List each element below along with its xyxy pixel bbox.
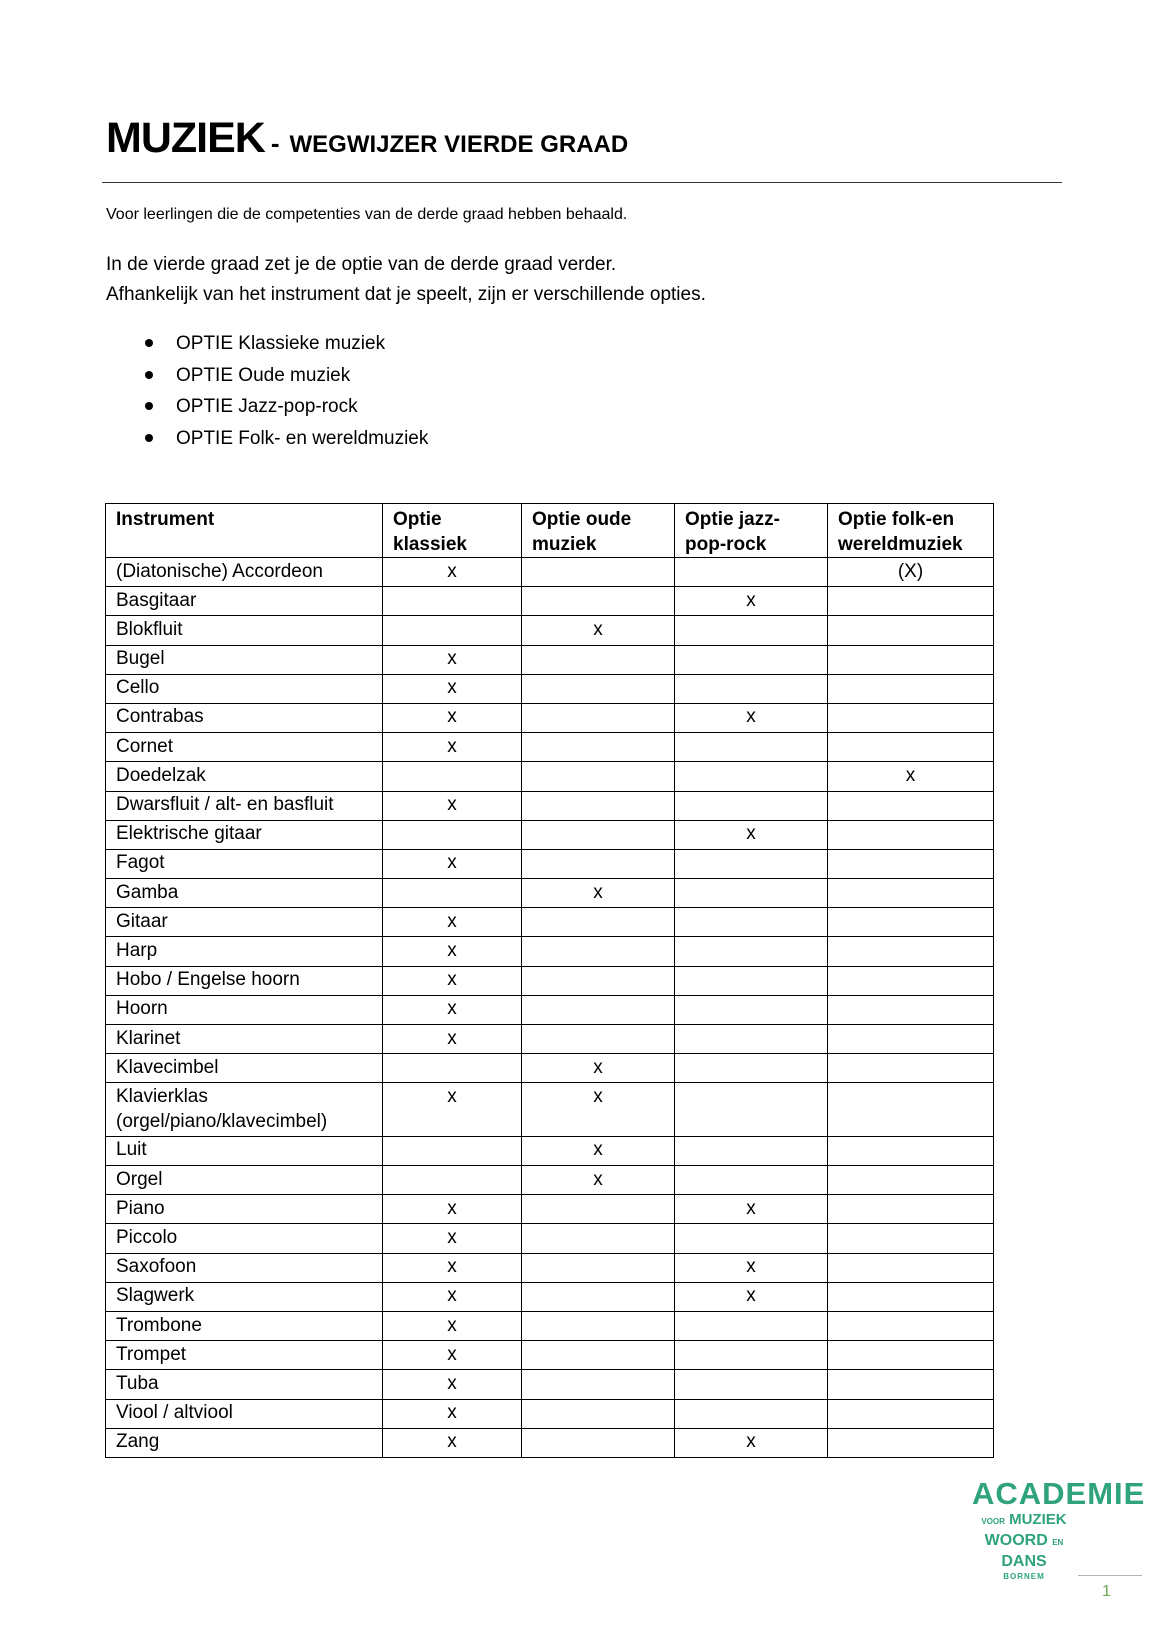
option-mark-cell <box>675 879 828 908</box>
option-mark-cell <box>522 1399 675 1428</box>
option-mark-cell <box>522 966 675 995</box>
option-mark-cell <box>522 1025 675 1054</box>
option-mark-cell <box>675 1136 828 1165</box>
instrument-cell: Orgel <box>106 1166 383 1195</box>
title-dash: - <box>270 128 280 158</box>
option-mark-cell <box>828 1166 994 1195</box>
instrument-cell: Harp <box>106 937 383 966</box>
option-mark-cell: x <box>383 1083 522 1137</box>
instrument-cell: Trombone <box>106 1312 383 1341</box>
instrument-cell: Gitaar <box>106 908 383 937</box>
option-mark-cell <box>828 966 994 995</box>
logo-line-woord-dans <box>972 1531 1076 1571</box>
instrument-cell: Tuba <box>106 1370 383 1399</box>
table-row <box>106 1428 994 1457</box>
column-header-instrument: Instrument <box>106 504 383 558</box>
option-mark-cell: (X) <box>828 558 994 587</box>
instrument-cell: Piccolo <box>106 1224 383 1253</box>
option-mark-cell <box>828 587 994 616</box>
instrument-cell: Klarinet <box>106 1025 383 1054</box>
table-row <box>106 1253 994 1282</box>
option-mark-cell <box>675 733 828 762</box>
option-mark-cell: x <box>383 674 522 703</box>
column-header-jazz-pop-rock: Optie jazz-pop-rock <box>675 504 828 558</box>
instrument-cell: (Diatonische) Accordeon <box>106 558 383 587</box>
table-row <box>106 733 994 762</box>
bullet-icon <box>145 434 153 442</box>
option-mark-cell: x <box>383 1399 522 1428</box>
option-mark-cell <box>828 820 994 849</box>
instrument-cell: Slagwerk <box>106 1282 383 1311</box>
logo-academie: ACADEMIE <box>972 1476 1146 1511</box>
option-mark-cell: x <box>383 1370 522 1399</box>
option-mark-cell <box>675 937 828 966</box>
option-mark-cell <box>522 703 675 732</box>
logo-muziek: MUZIEK <box>1009 1511 1067 1528</box>
instrument-cell: Contrabas <box>106 703 383 732</box>
option-mark-cell: x <box>383 791 522 820</box>
option-mark-cell <box>675 908 828 937</box>
option-mark-cell <box>828 1083 994 1137</box>
column-header-folk-wereldmuziek: Optie folk-en wereldmuziek <box>828 504 994 558</box>
option-item <box>145 328 428 360</box>
option-mark-cell: x <box>383 908 522 937</box>
option-mark-cell <box>522 1282 675 1311</box>
option-mark-cell: x <box>522 616 675 645</box>
instrument-cell: Elektrische gitaar <box>106 820 383 849</box>
option-mark-cell: x <box>522 1136 675 1165</box>
table-row <box>106 966 994 995</box>
instrument-cell: Trompet <box>106 1341 383 1370</box>
table-row <box>106 1083 994 1137</box>
instrument-cell: Hoorn <box>106 995 383 1024</box>
table-row <box>106 908 994 937</box>
option-mark-cell <box>675 1054 828 1083</box>
option-mark-cell: x <box>383 1253 522 1282</box>
option-mark-cell <box>675 1370 828 1399</box>
option-mark-cell: x <box>383 703 522 732</box>
option-mark-cell: x <box>383 995 522 1024</box>
option-mark-cell: x <box>383 1224 522 1253</box>
option-mark-cell <box>383 762 522 791</box>
option-mark-cell: x <box>383 1282 522 1311</box>
option-mark-cell <box>675 616 828 645</box>
option-mark-cell <box>828 1195 994 1224</box>
table-header-row <box>106 504 994 558</box>
table-row <box>106 820 994 849</box>
option-mark-cell <box>383 1054 522 1083</box>
option-mark-cell <box>383 587 522 616</box>
academie-logo <box>972 1476 1146 1582</box>
table-row <box>106 1166 994 1195</box>
option-mark-cell <box>522 1341 675 1370</box>
table-row <box>106 645 994 674</box>
table-row <box>106 1136 994 1165</box>
paragraph-line: In de vierde graad zet je de optie van de derde graad verder. <box>106 254 617 275</box>
option-mark-cell: x <box>383 849 522 878</box>
option-mark-cell <box>828 1312 994 1341</box>
option-mark-cell: x <box>383 1195 522 1224</box>
table-row <box>106 1370 994 1399</box>
option-mark-cell <box>522 1312 675 1341</box>
option-mark-cell <box>522 1195 675 1224</box>
option-mark-cell <box>522 1370 675 1399</box>
option-mark-cell <box>383 1136 522 1165</box>
instrument-cell: Doedelzak <box>106 762 383 791</box>
table-row <box>106 791 994 820</box>
table-row <box>106 1341 994 1370</box>
option-mark-cell <box>675 645 828 674</box>
option-mark-cell <box>522 849 675 878</box>
logo-line-muziek <box>972 1511 1076 1531</box>
option-mark-cell <box>675 1341 828 1370</box>
table-row <box>106 1025 994 1054</box>
option-item <box>145 360 428 392</box>
option-mark-cell <box>522 733 675 762</box>
instrument-cell: Dwarsfluit / alt- en basfluit <box>106 791 383 820</box>
instrument-cell: Piano <box>106 1195 383 1224</box>
intro-paragraph <box>106 250 706 310</box>
table-body <box>106 558 994 1458</box>
option-mark-cell: x <box>522 1083 675 1137</box>
table-row <box>106 674 994 703</box>
option-mark-cell: x <box>522 879 675 908</box>
option-mark-cell <box>828 791 994 820</box>
option-mark-cell: x <box>383 1341 522 1370</box>
option-mark-cell: x <box>383 558 522 587</box>
option-mark-cell <box>828 1253 994 1282</box>
option-mark-cell <box>828 1025 994 1054</box>
option-label: OPTIE Jazz-pop-rock <box>176 396 358 417</box>
instrument-cell: Saxofoon <box>106 1253 383 1282</box>
option-mark-cell <box>522 1428 675 1457</box>
table-row <box>106 937 994 966</box>
table-row <box>106 616 994 645</box>
option-mark-cell <box>383 1166 522 1195</box>
title-main: MUZIEK <box>106 114 265 162</box>
option-mark-cell <box>828 908 994 937</box>
instrument-cell: Basgitaar <box>106 587 383 616</box>
option-mark-cell: x <box>675 820 828 849</box>
option-mark-cell <box>522 674 675 703</box>
option-mark-cell <box>522 791 675 820</box>
option-mark-cell <box>828 937 994 966</box>
table-row <box>106 1282 994 1311</box>
bullet-icon <box>145 371 153 379</box>
table-row <box>106 587 994 616</box>
option-mark-cell <box>675 849 828 878</box>
table-row <box>106 558 994 587</box>
instrument-cell: Fagot <box>106 849 383 878</box>
options-list <box>145 328 428 454</box>
option-mark-cell <box>828 995 994 1024</box>
option-mark-cell: x <box>383 733 522 762</box>
option-mark-cell <box>828 1370 994 1399</box>
instrument-cell: Cornet <box>106 733 383 762</box>
option-mark-cell <box>828 703 994 732</box>
option-mark-cell <box>675 966 828 995</box>
option-mark-cell <box>675 1083 828 1137</box>
option-mark-cell: x <box>675 587 828 616</box>
option-mark-cell: x <box>522 1166 675 1195</box>
instrument-cell: Zang <box>106 1428 383 1457</box>
table-row <box>106 703 994 732</box>
table-row <box>106 849 994 878</box>
option-item <box>145 391 428 423</box>
table-row <box>106 879 994 908</box>
option-mark-cell <box>828 1054 994 1083</box>
logo-dans: DANS <box>1001 1553 1047 1570</box>
option-mark-cell <box>675 674 828 703</box>
option-mark-cell <box>383 879 522 908</box>
instrument-cell: Luit <box>106 1136 383 1165</box>
option-mark-cell <box>522 995 675 1024</box>
option-mark-cell: x <box>383 1025 522 1054</box>
option-mark-cell <box>522 908 675 937</box>
option-mark-cell <box>522 1253 675 1282</box>
instrument-cell: Cello <box>106 674 383 703</box>
logo-place: BORNEM <box>1003 1572 1045 1581</box>
option-mark-cell <box>675 1025 828 1054</box>
logo-woord: WOORD <box>984 1532 1048 1549</box>
option-mark-cell <box>828 879 994 908</box>
option-mark-cell <box>828 645 994 674</box>
option-mark-cell: x <box>383 937 522 966</box>
option-mark-cell: x <box>675 1428 828 1457</box>
table-row <box>106 1195 994 1224</box>
column-header-oude-muziek: Optie oude muziek <box>522 504 675 558</box>
option-mark-cell <box>522 645 675 674</box>
title-subtitle: WEGWIJZER VIERDE GRAAD <box>289 131 629 158</box>
option-label: OPTIE Oude muziek <box>176 364 351 386</box>
option-mark-cell <box>383 616 522 645</box>
option-mark-cell: x <box>522 1054 675 1083</box>
option-mark-cell <box>675 1224 828 1253</box>
option-mark-cell <box>675 1312 828 1341</box>
option-mark-cell <box>828 1224 994 1253</box>
option-mark-cell <box>828 1136 994 1165</box>
logo-voor: VOOR <box>981 1517 1005 1526</box>
option-mark-cell: x <box>828 762 994 791</box>
instrument-cell: Hobo / Engelse hoorn <box>106 966 383 995</box>
option-mark-cell <box>675 762 828 791</box>
option-mark-cell <box>522 762 675 791</box>
option-mark-cell <box>675 558 828 587</box>
option-mark-cell <box>828 1428 994 1457</box>
option-mark-cell <box>675 995 828 1024</box>
option-mark-cell <box>828 1399 994 1428</box>
instrument-cell: Blokfluit <box>106 616 383 645</box>
page-title <box>106 114 628 163</box>
option-label: OPTIE Klassieke muziek <box>176 333 386 354</box>
intro-text: Voor leerlingen die de competenties van de derde graad hebben behaald. <box>106 206 628 223</box>
option-item <box>145 423 428 455</box>
page-number: 1 <box>1102 1583 1111 1600</box>
option-mark-cell <box>675 1399 828 1428</box>
title-divider <box>102 182 1062 183</box>
footer-divider <box>1078 1575 1142 1576</box>
option-mark-cell: x <box>675 1195 828 1224</box>
option-mark-cell: x <box>383 966 522 995</box>
option-mark-cell <box>522 558 675 587</box>
option-mark-cell <box>828 616 994 645</box>
option-mark-cell <box>828 849 994 878</box>
option-mark-cell <box>828 1341 994 1370</box>
table-row <box>106 995 994 1024</box>
instrument-cell: Klavecimbel <box>106 1054 383 1083</box>
instrument-cell: Klavierklas (orgel/piano/klavecimbel) <box>106 1083 383 1137</box>
instrument-cell: Gamba <box>106 879 383 908</box>
option-mark-cell: x <box>383 645 522 674</box>
option-mark-cell <box>522 587 675 616</box>
instrument-options-table <box>105 503 994 1458</box>
option-mark-cell <box>522 820 675 849</box>
option-mark-cell <box>675 791 828 820</box>
bullet-icon <box>145 339 153 347</box>
logo-en: EN <box>1052 1538 1064 1547</box>
option-mark-cell <box>675 1166 828 1195</box>
option-mark-cell <box>383 820 522 849</box>
option-mark-cell: x <box>383 1428 522 1457</box>
table-row <box>106 1054 994 1083</box>
bullet-icon <box>145 402 153 410</box>
option-mark-cell <box>522 937 675 966</box>
table-row <box>106 762 994 791</box>
option-mark-cell: x <box>675 703 828 732</box>
instrument-cell: Viool / altviool <box>106 1399 383 1428</box>
option-mark-cell <box>522 1224 675 1253</box>
option-mark-cell <box>828 1282 994 1311</box>
column-header-klassiek: Optie klassiek <box>383 504 522 558</box>
option-mark-cell: x <box>675 1282 828 1311</box>
option-mark-cell <box>828 674 994 703</box>
option-mark-cell <box>828 733 994 762</box>
table-row <box>106 1312 994 1341</box>
option-label: OPTIE Folk- en wereldmuziek <box>176 427 429 449</box>
option-mark-cell: x <box>675 1253 828 1282</box>
instrument-cell: Bugel <box>106 645 383 674</box>
paragraph-line: Afhankelijk van het instrument dat je speelt, zijn er verschillende opties. <box>106 284 706 305</box>
table-row <box>106 1399 994 1428</box>
option-mark-cell: x <box>383 1312 522 1341</box>
table-row <box>106 1224 994 1253</box>
